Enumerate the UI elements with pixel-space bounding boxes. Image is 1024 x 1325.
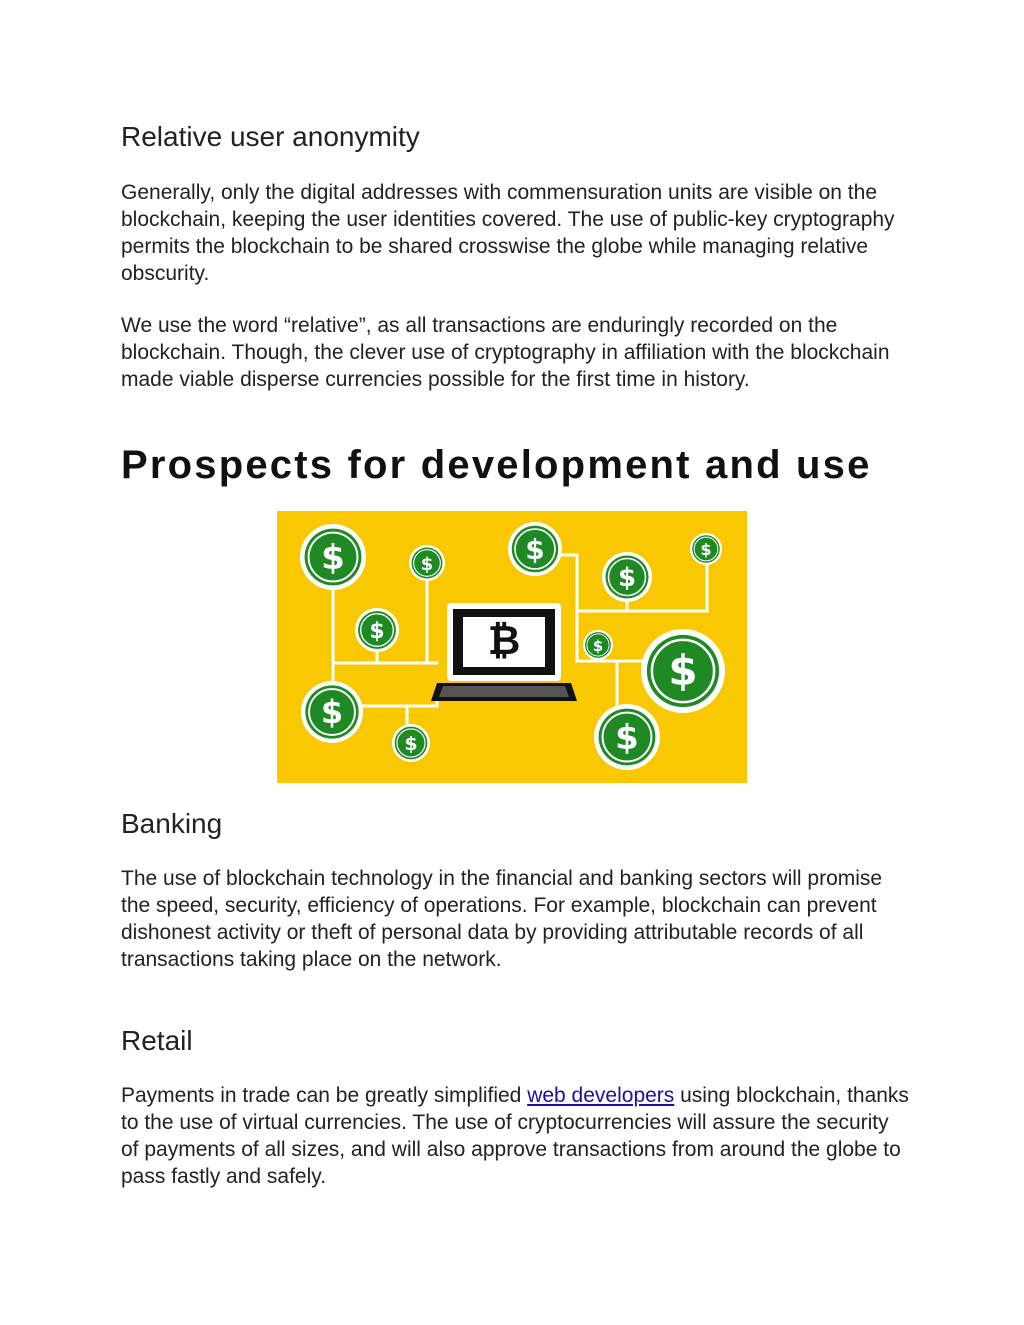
retail-text-before-link: Payments in trade can be greatly simplified [121,1084,528,1107]
dollar-symbol: $ [592,637,604,655]
dollar-symbol: $ [404,733,418,755]
dollar-symbol: $ [617,563,637,593]
heading-banking: Banking [121,808,223,839]
paragraph-anonymity-2: We use the word “relative”, as all transactions are enduringly recorded on the blockchain. Though, the clever use of cryptography in affiliation with the blockchain made viable disperse currencies possible for the first time in history. [121,314,890,391]
heading-relative-user-anonymity: Relative user anonymity [121,121,420,152]
paragraph-banking: The use of blockchain technology in the financial and banking sectors will promise the speed, security, efficiency of operations. For example, blockchain can prevent dishonest activity or theft of personal data by providing attributable records of all transactions taking place on the network. [121,867,883,971]
heading-retail: Retail [121,1025,193,1056]
dollar-symbol: $ [700,540,712,559]
web-developers-link[interactable]: web developers [527,1084,675,1107]
laptop-icon [431,603,577,701]
dollar-symbol: $ [420,554,434,575]
bitcoin-symbol: ₿ [487,618,521,664]
dollar-symbol: $ [525,533,545,566]
dollar-symbol: $ [615,718,639,758]
dollar-symbol: $ [668,646,698,695]
dollar-symbol: $ [369,619,385,644]
paragraph-retail [121,1082,911,1190]
dollar-symbol: $ [320,693,344,731]
retail-text-after-link: using blockchain, thanks to the use of virtual currencies. The use of cryptocurrencies will assure the security of payments of all sizes, and will also approve transactions from around the globe to pass fastly and safely. [121,1084,909,1188]
dollar-symbol: $ [321,538,345,578]
paragraph-anonymity-1: Generally, only the digital addresses with commensuration units are visible on the blockchain, keeping the user identities covered. The use of public-key cryptography permits the blockchain to be shared crosswise the globe while managing relative obscurity. [121,181,895,285]
blockchain-network-illustration [277,511,747,783]
heading-prospects: Prospects for development and use [121,443,872,487]
